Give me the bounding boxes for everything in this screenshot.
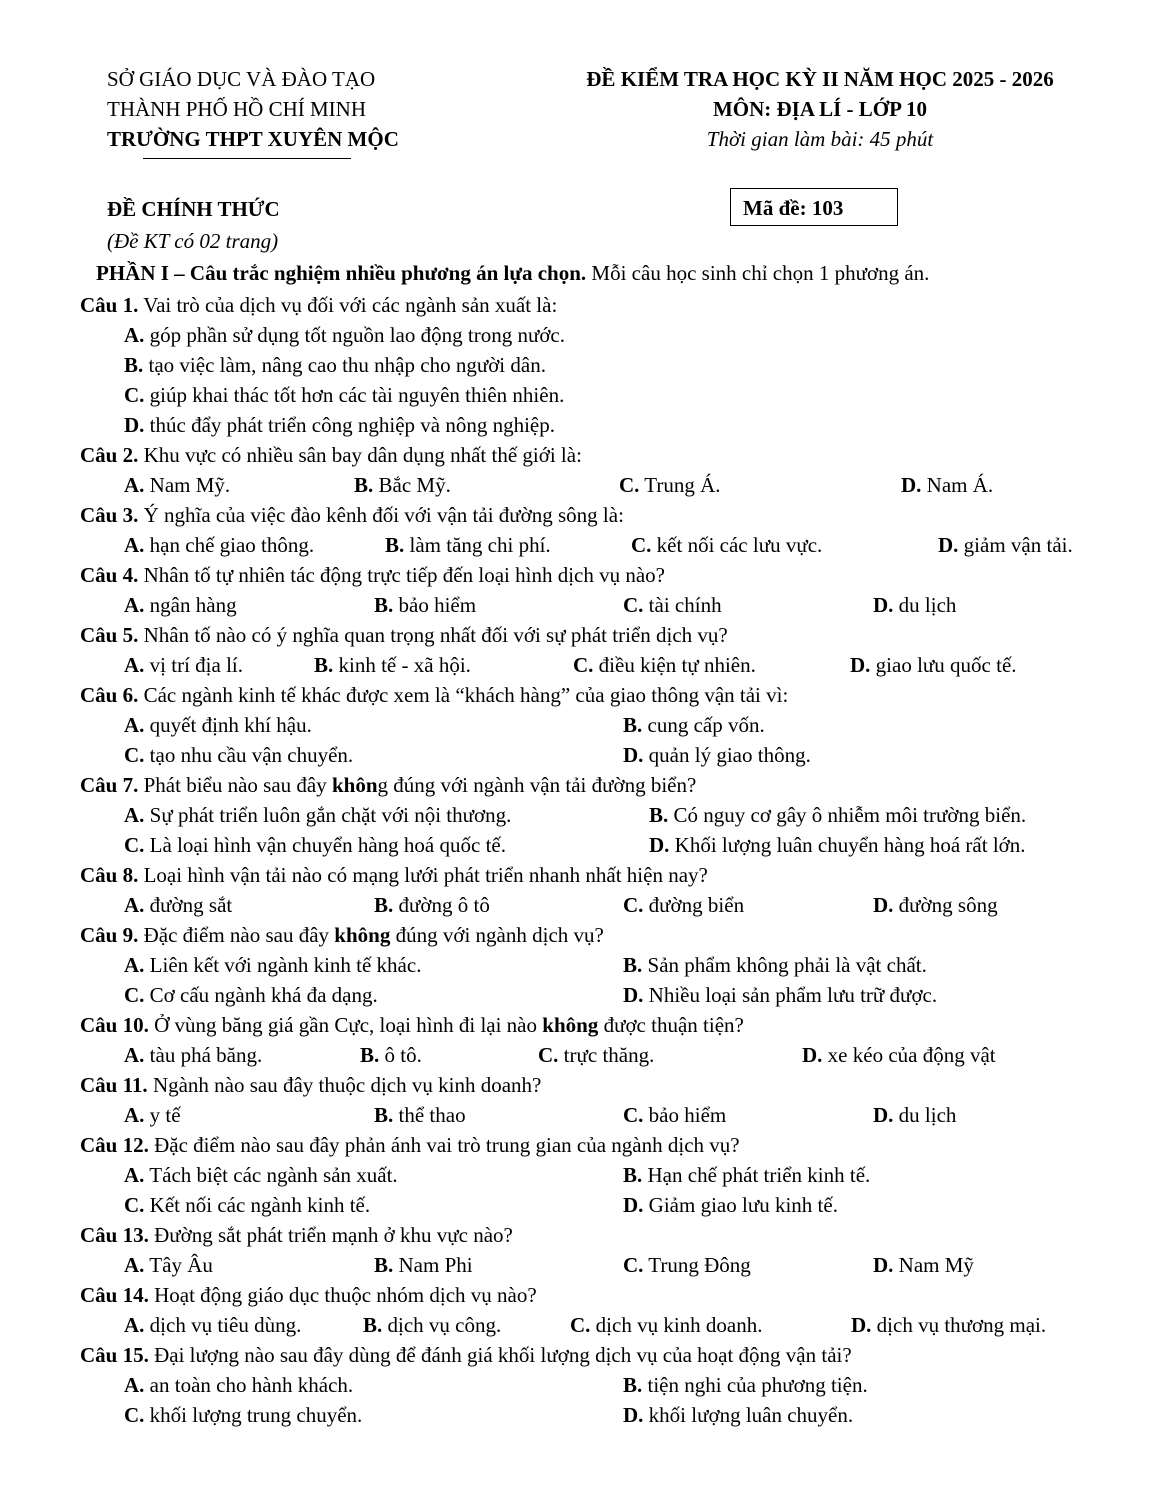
option-a xyxy=(124,1250,213,1280)
duration-line: Thời gian làm bài: 45 phút xyxy=(706,127,934,151)
option-text: Kết nối các ngành kinh tế. xyxy=(144,1193,371,1217)
options-row xyxy=(80,380,1110,410)
question-text: Vai trò của dịch vụ đối với các ngành sản xuất là: xyxy=(138,293,558,317)
option-text: kinh tế - xã hội. xyxy=(333,653,471,677)
question-2 xyxy=(80,440,1110,500)
question-text: Đặc điểm nào sau đây xyxy=(138,923,335,947)
option-text: điều kiện tự nhiên. xyxy=(593,653,756,677)
option-text: Giảm giao lưu kinh tế. xyxy=(643,1193,838,1217)
option-b xyxy=(374,1250,473,1280)
question-text: Ngành nào sau đây thuộc dịch vụ kinh doanh? xyxy=(147,1073,542,1097)
option-a xyxy=(124,470,230,500)
option-label: D. xyxy=(850,653,871,677)
option-a xyxy=(124,950,421,980)
option-label: D. xyxy=(623,1193,644,1217)
option-text: tạo nhu cầu vận chuyển. xyxy=(144,743,354,767)
option-label: B. xyxy=(385,533,405,557)
option-b xyxy=(124,350,546,380)
option-text: bảo hiểm xyxy=(393,593,477,617)
option-text: Nam Mỹ. xyxy=(144,473,231,497)
option-label: A. xyxy=(124,593,145,617)
option-label: D. xyxy=(124,413,145,437)
option-text: thể thao xyxy=(393,1103,466,1127)
option-text: Bắc Mỹ. xyxy=(373,473,451,497)
option-d xyxy=(901,470,993,500)
option-label: B. xyxy=(623,953,643,977)
option-b xyxy=(623,950,927,980)
option-text: quyết định khí hậu. xyxy=(144,713,312,737)
options-row xyxy=(80,950,1110,980)
question-stem xyxy=(80,440,1110,470)
option-text: Sản phẩm không phải là vật chất. xyxy=(642,953,927,977)
option-a xyxy=(124,1310,301,1340)
option-text: Là loại hình vận chuyển hàng hoá quốc tế. xyxy=(144,833,506,857)
options-row xyxy=(80,830,1110,860)
options-row xyxy=(80,1190,1110,1220)
option-label: A. xyxy=(124,653,145,677)
school-underline xyxy=(143,158,351,159)
question-number: Câu 9. xyxy=(80,923,139,947)
option-label: D. xyxy=(901,473,922,497)
option-b xyxy=(374,590,476,620)
question-number: Câu 7. xyxy=(80,773,139,797)
option-c xyxy=(570,1310,762,1340)
option-text: làm tăng chi phí. xyxy=(404,533,551,557)
option-text: vị trí địa lí. xyxy=(144,653,243,677)
option-d xyxy=(873,1100,956,1130)
option-d xyxy=(873,890,998,920)
exam-title: ĐỀ KIỂM TRA HỌC KỲ II NĂM HỌC 2025 - 2026 xyxy=(586,67,1054,91)
question-number: Câu 2. xyxy=(80,443,139,467)
option-label: B. xyxy=(374,893,394,917)
question-stem xyxy=(80,860,1110,890)
header-right xyxy=(560,64,1080,154)
option-text: Hạn chế phát triển kinh tế. xyxy=(642,1163,871,1187)
option-text: giao lưu quốc tế. xyxy=(870,653,1017,677)
question-number: Câu 6. xyxy=(80,683,139,707)
option-text: dịch vụ thương mại. xyxy=(871,1313,1047,1337)
options-row xyxy=(80,890,1110,920)
official-label: ĐỀ CHÍNH THỨC xyxy=(107,197,280,221)
exam-code: Mã đề: 103 xyxy=(743,196,844,220)
options-row xyxy=(80,1250,1110,1280)
option-d xyxy=(850,650,1017,680)
option-label: D. xyxy=(873,1103,894,1127)
option-label: B. xyxy=(360,1043,380,1067)
option-c xyxy=(124,830,506,860)
option-text: cung cấp vốn. xyxy=(642,713,765,737)
option-label: A. xyxy=(124,1043,145,1067)
options-row xyxy=(80,980,1110,1010)
question-number: Câu 4. xyxy=(80,563,139,587)
option-label: A. xyxy=(124,1313,145,1337)
question-10 xyxy=(80,1010,1110,1070)
option-label: B. xyxy=(623,713,643,737)
option-text: Tách biệt các ngành sản xuất. xyxy=(144,1163,398,1187)
question-text: Hoạt động giáo dục thuộc nhóm dịch vụ nào? xyxy=(148,1283,537,1307)
options-row xyxy=(80,1370,1110,1400)
option-label: C. xyxy=(623,593,644,617)
department-line-2: THÀNH PHỐ HỒ CHÍ MINH xyxy=(107,97,366,121)
option-c xyxy=(124,380,564,410)
option-d xyxy=(938,530,1073,560)
question-6 xyxy=(80,680,1110,770)
option-a xyxy=(124,1100,181,1130)
option-label: C. xyxy=(619,473,640,497)
option-label: C. xyxy=(623,1253,644,1277)
question-stem xyxy=(80,680,1110,710)
option-text: quản lý giao thông. xyxy=(643,743,811,767)
question-text: Ở vùng băng giá gần Cực, loại hình đi lại nào xyxy=(148,1013,543,1037)
option-c xyxy=(623,890,744,920)
department-line-1: SỞ GIÁO DỤC VÀ ĐÀO TẠO xyxy=(107,67,376,91)
option-label: B. xyxy=(124,353,144,377)
question-text-end: đúng với ngành dịch vụ? xyxy=(390,923,604,947)
option-b xyxy=(354,470,451,500)
option-text: khối lượng trung chuyển. xyxy=(144,1403,363,1427)
question-number: Câu 11. xyxy=(80,1073,148,1097)
option-d xyxy=(873,1250,974,1280)
question-text: Đường sắt phát triển mạnh ở khu vực nào? xyxy=(148,1223,513,1247)
question-11 xyxy=(80,1070,1110,1130)
option-text: dịch vụ kinh doanh. xyxy=(590,1313,763,1337)
question-text: Đặc điểm nào sau đây phản ánh vai trò trung gian của ngành dịch vụ? xyxy=(148,1133,740,1157)
question-text-end: được thuận tiện? xyxy=(598,1013,744,1037)
option-text: tài chính xyxy=(643,593,722,617)
option-label: A. xyxy=(124,533,145,557)
option-label: C. xyxy=(631,533,652,557)
options-row xyxy=(80,1100,1110,1130)
option-text: tiện nghi của phương tiện. xyxy=(642,1373,868,1397)
options-row xyxy=(80,1040,1110,1070)
exam-code-box xyxy=(730,188,898,226)
option-label: C. xyxy=(124,983,145,1007)
option-text: du lịch xyxy=(893,593,957,617)
option-b xyxy=(623,1160,870,1190)
option-label: B. xyxy=(314,653,334,677)
question-number: Câu 5. xyxy=(80,623,139,647)
question-text: Ý nghĩa của việc đào kênh đối với vận tải đường sông là: xyxy=(138,503,624,527)
question-list xyxy=(80,290,1110,1430)
option-a xyxy=(124,710,312,740)
option-label: C. xyxy=(623,1103,644,1127)
question-9 xyxy=(80,920,1110,1010)
option-d xyxy=(124,410,555,440)
option-c xyxy=(623,1250,751,1280)
option-d xyxy=(623,1190,838,1220)
option-text: Nam Mỹ xyxy=(893,1253,974,1277)
question-stem xyxy=(80,1280,1110,1310)
option-a xyxy=(124,1370,353,1400)
option-text: dịch vụ tiêu dùng. xyxy=(144,1313,302,1337)
option-text: Có nguy cơ gây ô nhiễm môi trường biển. xyxy=(668,803,1027,827)
options-row xyxy=(80,530,1110,560)
question-stem xyxy=(80,560,1110,590)
question-stem xyxy=(80,1070,1110,1100)
question-12 xyxy=(80,1130,1110,1220)
question-emphasis: không xyxy=(334,923,391,947)
option-c xyxy=(538,1040,654,1070)
options-row xyxy=(80,470,1110,500)
options-row xyxy=(80,590,1110,620)
option-label: D. xyxy=(873,593,894,617)
part-title: PHẦN I – Câu trắc nghiệm nhiều phương án lựa chọn. xyxy=(96,261,587,285)
option-label: B. xyxy=(374,593,394,617)
option-label: A. xyxy=(124,473,145,497)
options-row xyxy=(80,1400,1110,1430)
option-label: B. xyxy=(649,803,669,827)
question-stem xyxy=(80,1130,1110,1160)
option-label: D. xyxy=(623,743,644,767)
option-label: B. xyxy=(374,1253,394,1277)
option-c xyxy=(124,1190,370,1220)
option-text: thúc đẩy phát triển công nghiệp và nông nghiệp. xyxy=(144,413,555,437)
question-emphasis: khôn xyxy=(331,773,378,797)
options-row xyxy=(80,410,1110,440)
question-text: Loại hình vận tải nào có mạng lưới phát triển nhanh nhất hiện nay? xyxy=(138,863,708,887)
option-label: C. xyxy=(538,1043,559,1067)
school-name: TRƯỜNG THPT XUYÊN MỘC xyxy=(107,127,399,151)
question-4 xyxy=(80,560,1110,620)
option-label: C. xyxy=(573,653,594,677)
option-text: đường sông xyxy=(893,893,998,917)
option-c xyxy=(124,1400,362,1430)
option-text: đường sắt xyxy=(144,893,233,917)
option-text: giảm vận tải. xyxy=(958,533,1073,557)
option-a xyxy=(124,650,243,680)
option-label: B. xyxy=(623,1373,643,1397)
option-label: A. xyxy=(124,1373,145,1397)
question-3 xyxy=(80,500,1110,560)
option-label: B. xyxy=(354,473,374,497)
option-label: C. xyxy=(623,893,644,917)
option-text: xe kéo của động vật xyxy=(822,1043,996,1067)
option-text: Sự phát triển luôn gắn chặt với nội thương. xyxy=(144,803,512,827)
question-number: Câu 10. xyxy=(80,1013,149,1037)
option-c xyxy=(631,530,822,560)
option-text: an toàn cho hành khách. xyxy=(144,1373,354,1397)
option-label: C. xyxy=(570,1313,591,1337)
option-b xyxy=(649,800,1026,830)
question-number: Câu 3. xyxy=(80,503,139,527)
question-1 xyxy=(80,290,1110,440)
option-label: A. xyxy=(124,713,145,737)
option-label: C. xyxy=(124,1193,145,1217)
option-label: B. xyxy=(363,1313,383,1337)
option-text: ô tô. xyxy=(379,1043,422,1067)
option-label: C. xyxy=(124,833,145,857)
question-stem xyxy=(80,290,1110,320)
question-text: Nhân tố tự nhiên tác động trực tiếp đến loại hình dịch vụ nào? xyxy=(138,563,665,587)
option-text: Trung Á. xyxy=(639,473,721,497)
option-text: dịch vụ công. xyxy=(382,1313,502,1337)
option-c xyxy=(573,650,756,680)
question-text: Các ngành kinh tế khác được xem là “khách hàng” của giao thông vận tải vì: xyxy=(138,683,789,707)
options-row xyxy=(80,350,1110,380)
question-number: Câu 1. xyxy=(80,293,139,317)
option-label: A. xyxy=(124,893,145,917)
option-label: A. xyxy=(124,953,145,977)
option-a xyxy=(124,320,565,350)
option-d xyxy=(802,1040,996,1070)
question-emphasis: không xyxy=(542,1013,599,1037)
part-heading xyxy=(96,258,929,288)
option-d xyxy=(623,980,937,1010)
option-text: Nam Á. xyxy=(921,473,994,497)
option-b xyxy=(374,890,490,920)
option-text: đường ô tô xyxy=(393,893,490,917)
option-b xyxy=(374,1100,466,1130)
question-13 xyxy=(80,1220,1110,1280)
option-label: D. xyxy=(938,533,959,557)
option-b xyxy=(360,1040,422,1070)
question-text: Đại lượng nào sau đây dùng để đánh giá khối lượng dịch vụ của hoạt động vận tải? xyxy=(148,1343,852,1367)
option-d xyxy=(623,1400,853,1430)
option-text: khối lượng luân chuyển. xyxy=(643,1403,854,1427)
option-label: D. xyxy=(802,1043,823,1067)
question-number: Câu 14. xyxy=(80,1283,149,1307)
option-text: góp phần sử dụng tốt nguồn lao động trong nước. xyxy=(144,323,566,347)
question-14 xyxy=(80,1280,1110,1340)
option-text: tạo việc làm, nâng cao thu nhập cho người dân. xyxy=(143,353,546,377)
question-5 xyxy=(80,620,1110,680)
option-label: D. xyxy=(873,1253,894,1277)
question-7 xyxy=(80,770,1110,860)
option-text: Tây Âu xyxy=(144,1253,213,1277)
option-label: C. xyxy=(124,743,145,767)
option-c xyxy=(124,740,353,770)
page-count-note: (Đề KT có 02 trang) xyxy=(107,229,279,253)
option-text: ngân hàng xyxy=(144,593,237,617)
option-b xyxy=(623,1370,868,1400)
option-text: tàu phá băng. xyxy=(144,1043,263,1067)
question-text: Khu vực có nhiều sân bay dân dụng nhất thế giới là: xyxy=(138,443,582,467)
option-label: D. xyxy=(649,833,670,857)
question-stem xyxy=(80,620,1110,650)
option-text: Nhiều loại sản phẩm lưu trữ được. xyxy=(643,983,938,1007)
options-row xyxy=(80,320,1110,350)
option-text: bảo hiểm xyxy=(643,1103,727,1127)
option-label: B. xyxy=(623,1163,643,1187)
option-label: B. xyxy=(374,1103,394,1127)
part-instruction: Mỗi câu học sinh chỉ chọn 1 phương án. xyxy=(586,261,930,285)
option-d xyxy=(649,830,1026,860)
header-left xyxy=(107,64,547,154)
question-stem xyxy=(80,1010,1110,1040)
option-text: kết nối các lưu vực. xyxy=(651,533,823,557)
option-text: Khối lượng luân chuyển hàng hoá rất lớn. xyxy=(669,833,1026,857)
option-c xyxy=(623,1100,726,1130)
option-text: trực thăng. xyxy=(558,1043,655,1067)
option-c xyxy=(623,590,722,620)
option-label: A. xyxy=(124,1253,145,1277)
option-a xyxy=(124,800,511,830)
option-d xyxy=(851,1310,1046,1340)
option-c xyxy=(124,980,378,1010)
option-label: D. xyxy=(851,1313,872,1337)
option-text: Cơ cấu ngành khá đa dạng. xyxy=(144,983,378,1007)
option-label: A. xyxy=(124,1163,145,1187)
option-label: A. xyxy=(124,1103,145,1127)
options-row xyxy=(80,740,1110,770)
option-text: du lịch xyxy=(893,1103,957,1127)
option-text: đường biển xyxy=(643,893,745,917)
option-a xyxy=(124,530,314,560)
option-label: D. xyxy=(623,1403,644,1427)
option-a xyxy=(124,1040,262,1070)
option-d xyxy=(623,740,811,770)
subject-line: MÔN: ĐỊA LÍ - LỚP 10 xyxy=(712,97,928,121)
option-text: y tế xyxy=(144,1103,181,1127)
option-text: Liên kết với ngành kinh tế khác. xyxy=(144,953,422,977)
option-b xyxy=(385,530,551,560)
question-stem xyxy=(80,770,1110,800)
options-row xyxy=(80,800,1110,830)
question-text-end: g đúng với ngành vận tải đường biển? xyxy=(377,773,697,797)
question-stem xyxy=(80,500,1110,530)
option-label: D. xyxy=(623,983,644,1007)
question-text: Nhân tố nào có ý nghĩa quan trọng nhất đối với sự phát triển dịch vụ? xyxy=(138,623,728,647)
options-row xyxy=(80,650,1110,680)
question-text: Phát biểu nào sau đây xyxy=(138,773,332,797)
options-row xyxy=(80,1310,1110,1340)
question-15 xyxy=(80,1340,1110,1430)
question-number: Câu 13. xyxy=(80,1223,149,1247)
question-stem xyxy=(80,920,1110,950)
options-row xyxy=(80,710,1110,740)
option-b xyxy=(363,1310,501,1340)
option-a xyxy=(124,890,232,920)
question-stem xyxy=(80,1340,1110,1370)
option-text: Nam Phi xyxy=(393,1253,473,1277)
question-number: Câu 12. xyxy=(80,1133,149,1157)
question-number: Câu 8. xyxy=(80,863,139,887)
options-row xyxy=(80,1160,1110,1190)
question-8 xyxy=(80,860,1110,920)
option-a xyxy=(124,590,237,620)
option-label: D. xyxy=(873,893,894,917)
option-label: A. xyxy=(124,323,145,347)
option-text: giúp khai thác tốt hơn các tài nguyên thiên nhiên. xyxy=(144,383,565,407)
option-b xyxy=(314,650,471,680)
question-number: Câu 15. xyxy=(80,1343,149,1367)
option-b xyxy=(623,710,765,740)
question-stem xyxy=(80,1220,1110,1250)
option-c xyxy=(619,470,721,500)
option-text: Trung Đông xyxy=(643,1253,751,1277)
option-a xyxy=(124,1160,398,1190)
option-label: C. xyxy=(124,383,145,407)
option-label: C. xyxy=(124,1403,145,1427)
option-d xyxy=(873,590,956,620)
option-label: A. xyxy=(124,803,145,827)
option-text: hạn chế giao thông. xyxy=(144,533,315,557)
